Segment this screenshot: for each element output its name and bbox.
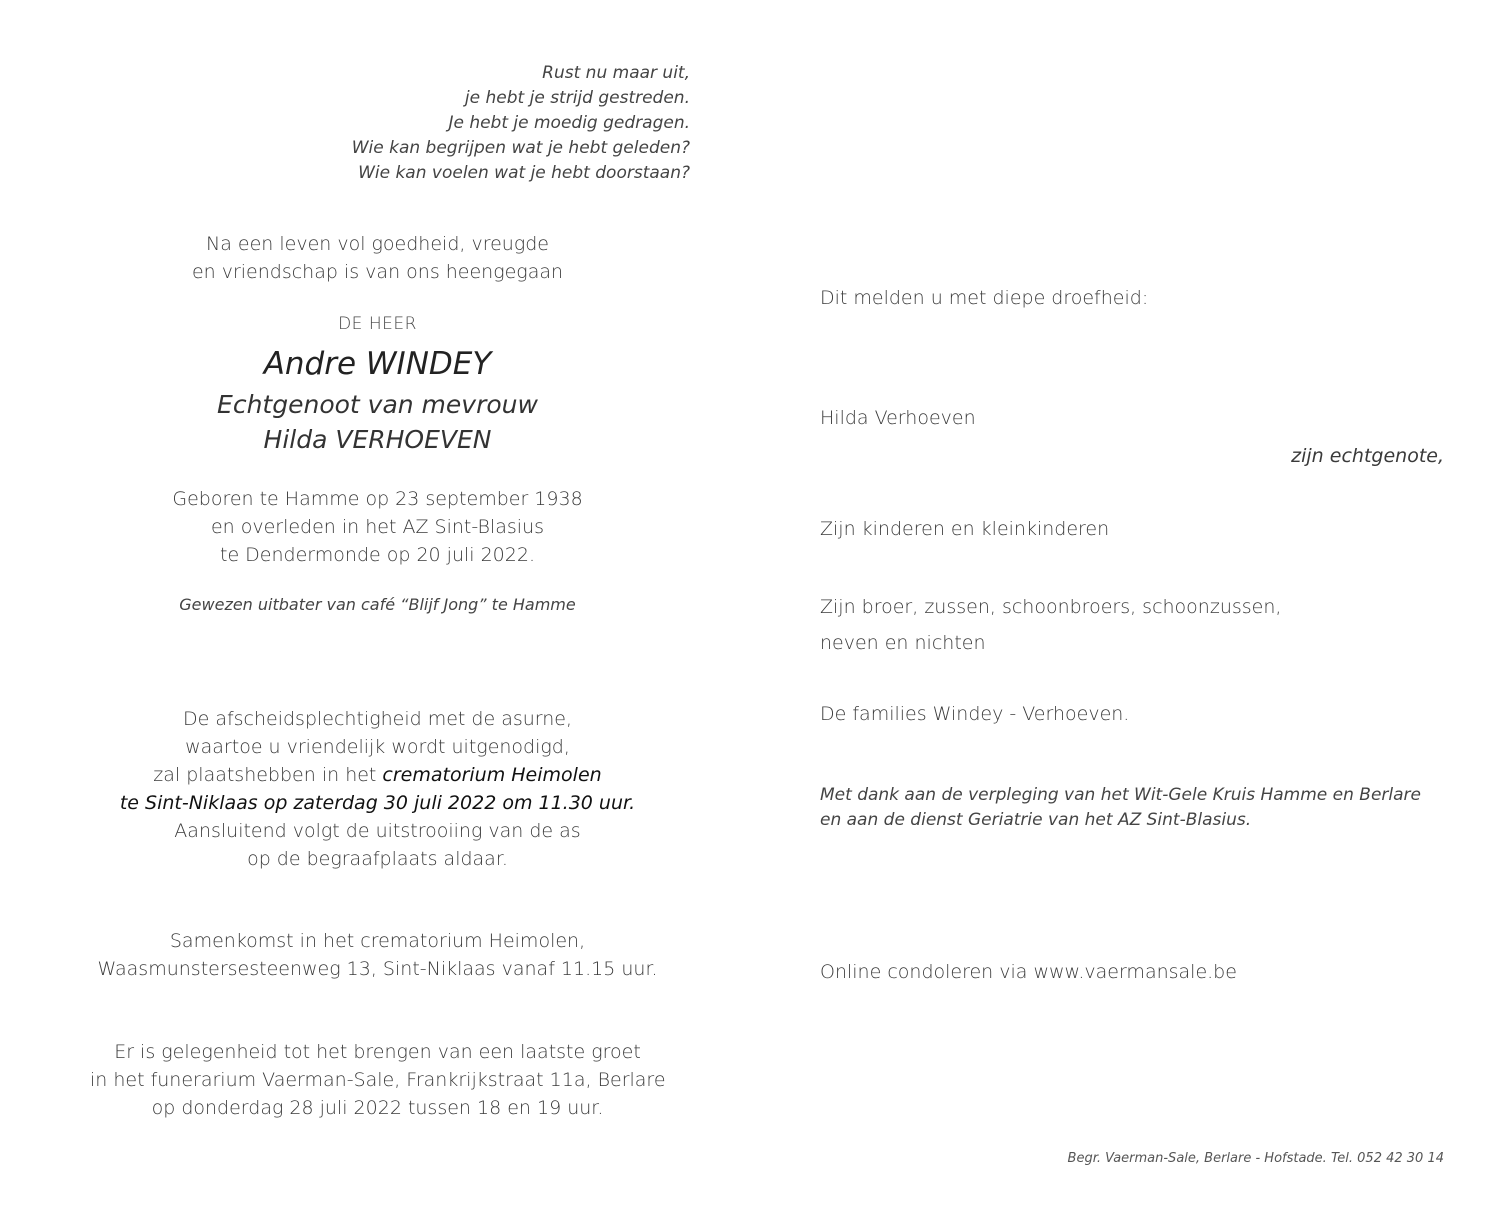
birth-line: Geboren te Hamme op 23 september 1938 (172, 488, 583, 510)
gathering-info (90, 927, 665, 983)
survivor-spouse-name: Hilda Verhoeven (820, 407, 976, 429)
intro-line: Na een leven vol goedheid, vreugde (206, 233, 549, 255)
ceremony-line: De afscheidsplechtigheid met de asurne, (182, 708, 573, 730)
survivor-families: De families Windey - Verhoeven. (820, 703, 1130, 725)
visitation-info (90, 1038, 665, 1122)
ceremony-location: crematorium Heimolen (382, 764, 602, 786)
visit-line: Er is gelegenheid tot het brengen van een laatste groet (114, 1041, 641, 1063)
gathering-line: Samenkomst in het crematorium Heimolen, (169, 930, 586, 952)
poem-line: Wie kan voelen wat je hebt doorstaan? (358, 163, 690, 183)
gathering-line: Waasmunstersesteenweg 13, Sint-Niklaas vanaf 11.15 uur. (97, 958, 658, 980)
spouse-line: Hilda VERHOEVEN (263, 425, 492, 454)
intro-line: en vriendschap is van ons heengegaan (191, 261, 564, 283)
announcement: Dit melden u met diepe droefheid: (820, 287, 1149, 309)
ceremony-line: waartoe u vriendelijk wordt uitgenodigd, (185, 736, 570, 758)
ceremony-line (90, 761, 665, 789)
ceremony-line: op de begraafplaats aldaar. (247, 848, 508, 870)
survivor-spouse-role: zijn echtgenote, (1291, 445, 1444, 467)
deceased-name: Andre WINDEY (263, 346, 492, 382)
ceremony-line-plain: zal plaatshebben in het (153, 764, 383, 786)
thanks-line: Met dank aan de verpleging van het Wit-Gele Kruis Hamme en Berlare (820, 785, 1421, 805)
ceremony-line: Aansluitend volgt de uitstrooiing van de as (174, 820, 581, 842)
birth-line: en overleden in het AZ Sint-Blasius (210, 516, 545, 538)
thanks-line: en aan de dienst Geriatrie van het AZ Sint-Blasius. (820, 810, 1252, 830)
poem-line: Wie kan begrijpen wat je hebt geleden? (351, 138, 690, 158)
survivor-siblings (820, 589, 1460, 661)
poem-line: je hebt je strijd gestreden. (464, 88, 690, 108)
deceased-title: DE HEER (338, 314, 417, 334)
survivor-children: Zijn kinderen en kleinkinderen (820, 518, 1110, 540)
siblings-line: Zijn broer, zussen, schoonbroers, schoonzussen, (820, 596, 1282, 618)
intro-text (90, 230, 665, 286)
online-condolence: Online condoleren via www.vaermansale.be (820, 961, 1237, 983)
spouse-line: Echtgenoot van mevrouw (217, 390, 538, 419)
ceremony-datetime: te Sint-Niklaas op zaterdag 30 juli 2022 om 11.30 uur. (119, 792, 636, 814)
ceremony-info (90, 705, 665, 873)
funeral-home-footer: Begr. Vaerman-Sale, Berlare - Hofstade. Tel. 052 42 30 14 (1067, 1151, 1444, 1166)
thanks-note (820, 783, 1460, 833)
visit-line: op donderdag 28 juli 2022 tussen 18 en 19 uur. (151, 1097, 604, 1119)
occupation: Gewezen uitbater van café “Blijf Jong” te Hamme (179, 595, 576, 614)
birth-death-info (90, 485, 665, 569)
birth-line: te Dendermonde op 20 juli 2022. (220, 544, 535, 566)
siblings-line: neven en nichten (820, 632, 986, 654)
poem (270, 61, 690, 186)
poem-line: Rust nu maar uit, (542, 63, 690, 83)
visit-line: in het funerarium Vaerman-Sale, Frankrijkstraat 11a, Berlare (90, 1069, 666, 1091)
deceased-spouse (90, 387, 665, 457)
poem-line: Je hebt je moedig gedragen. (448, 113, 690, 133)
